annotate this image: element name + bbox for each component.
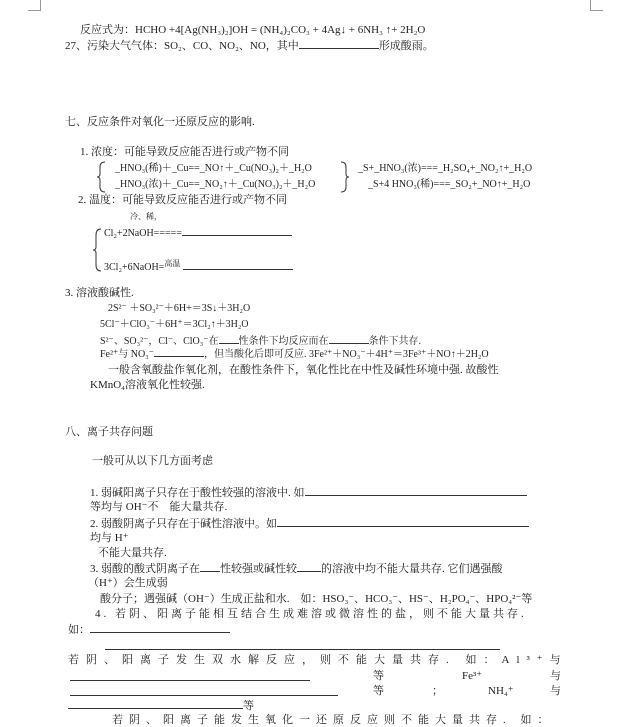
text: 等 bbox=[373, 670, 384, 682]
text: 条件下共存. bbox=[368, 336, 422, 347]
intro: 一般可从以下几方面考虑 bbox=[92, 455, 213, 467]
point-5-end bbox=[68, 698, 254, 713]
blank[interactable] bbox=[200, 561, 220, 572]
text: 1. 弱碱阳离子只存在于酸性较强的溶液中. 如 bbox=[90, 487, 305, 499]
text: 与 bbox=[550, 685, 561, 697]
acidity-heading: 3. 溶液酸碱性. bbox=[65, 287, 134, 299]
text: S²⁻、SO₃²⁻，Cl⁻、ClO₃⁻在 bbox=[100, 336, 219, 347]
reaction-equation: 反应式为：HCHO +4[Ag(NH₃)₂]OH = (NH₄)₂CO₃ + 4Ag↓ + 6NH₃ ↑+ 2H₂O bbox=[80, 24, 426, 36]
statement bbox=[100, 348, 489, 362]
condition-label: 冷、稀， bbox=[130, 212, 162, 221]
condition-label: 高温 bbox=[164, 259, 181, 268]
equation: _S+4 HNO₃(稀)===_SO₂+_NO↑+_H₂O bbox=[368, 179, 531, 190]
blank[interactable] bbox=[68, 698, 243, 709]
text: 3. 弱酸的酸式阴离子在 bbox=[90, 563, 200, 575]
text: 性较强或碱性较 bbox=[220, 563, 297, 575]
text: Fe³⁺ bbox=[462, 670, 483, 682]
text: Cl₂+2NaOH===== bbox=[104, 228, 182, 239]
text: 形成酸雨。 bbox=[378, 40, 434, 52]
blank[interactable] bbox=[297, 561, 321, 572]
point-2-cont: 不能大量共存. bbox=[98, 547, 167, 559]
equation: 2S²⁻ ＋SO₃²⁻＋6H+＝3S↓＋3H₂O bbox=[108, 303, 251, 314]
point-3-cont: （H⁺）会生成弱 bbox=[88, 577, 168, 589]
left-brace bbox=[96, 161, 106, 193]
text: 3Cl₂+6NaOH= bbox=[104, 262, 165, 273]
blank[interactable] bbox=[329, 333, 369, 344]
margin-corner-mark bbox=[590, 0, 603, 11]
equation bbox=[104, 257, 293, 275]
point-1 bbox=[90, 485, 527, 500]
text: NH₄⁺ bbox=[488, 685, 514, 697]
equation: _HNO₃(稀)＋_Cu==_NO↑＋_Cu(NO₃)₂＋_H₂O bbox=[115, 163, 312, 174]
blank[interactable] bbox=[105, 649, 500, 650]
margin-corner-mark bbox=[28, 0, 41, 11]
blank[interactable] bbox=[70, 680, 310, 681]
text: 如： bbox=[68, 624, 90, 636]
text: ，但当酸化后即可反应. 3Fe²⁺＋NO₃⁻＋4H⁺＝3Fe³⁺＋NO↑＋2H₂O bbox=[203, 349, 489, 360]
point-6: 若阴、阳离子能发生氧化一还原反应则不能大量共存. 如： bbox=[112, 714, 555, 726]
blank[interactable] bbox=[70, 695, 338, 696]
question-27 bbox=[65, 38, 434, 53]
point-4-cont bbox=[68, 622, 230, 637]
concentration-heading: 1. 浓度：可能导致反应能否进行或产物不同 bbox=[80, 146, 289, 158]
section-7-heading: 七、反应条件对氧化一还原反应的影响. bbox=[65, 116, 255, 128]
point-4: 4. 若阴、阳离子能相互结合生成难溶或微溶性的盐，则不能大量共存. bbox=[95, 608, 527, 620]
text: 27、污染大气气体：SO₂、CO、NO₂、NO，其中 bbox=[65, 40, 299, 52]
blank[interactable] bbox=[182, 225, 292, 236]
blank[interactable] bbox=[154, 351, 204, 357]
equation: _HNO₃(浓)＋_Cu==_NO₂↑＋_Cu(NO₃)₂＋_H₂O bbox=[115, 179, 316, 190]
text: ； bbox=[432, 685, 443, 697]
text: 的溶液中均不能大量共存. 它们遇强酸 bbox=[321, 563, 503, 575]
text: 等 bbox=[373, 685, 384, 697]
section-8-heading: 八、离子共存问题 bbox=[65, 426, 153, 438]
statement: KMnO₄溶液氧化性较强. bbox=[90, 379, 205, 391]
point-3-cont: 酸分子；遇强碱（OH⁻）生成正盐和水. 如：HSO₃⁻、HCO₃⁻、HS⁻、H₂PO₄⁻、HPO₄²⁻等 bbox=[100, 593, 533, 605]
temperature-heading: 2. 温度：可能导致反应能否进行或产物不同 bbox=[78, 194, 287, 206]
point-2 bbox=[90, 516, 529, 531]
point-1-cont: 等均与 OH⁻不 能大量共存. bbox=[90, 501, 228, 513]
statement bbox=[100, 333, 421, 349]
equation: 5Cl⁻＋ClO₃⁻＋6H⁺＝3Cl₂↑＋3H₂O bbox=[100, 319, 249, 330]
text: 等 bbox=[243, 700, 254, 712]
equation: _S+_HNO₃(浓)===_H₂SO₄+_NO₂↑+_H₂O bbox=[358, 163, 533, 174]
blank[interactable] bbox=[183, 259, 293, 270]
point-3 bbox=[90, 561, 503, 576]
text: 与 bbox=[550, 670, 561, 682]
left-brace bbox=[92, 228, 102, 272]
text: 2. 弱酸阴离子只存在于碱性溶液中。如 bbox=[90, 518, 277, 530]
point-2-cont: 均与 H⁺ bbox=[90, 532, 129, 544]
statement: 一般含氧酸盐作氧化剂，在酸性条件下，氧化性比在中性及碱性环境中强. 故酸性 bbox=[108, 364, 499, 376]
text: Fe²⁺与 NO₃⁻ bbox=[100, 349, 154, 360]
right-brace bbox=[340, 161, 350, 193]
blank[interactable] bbox=[90, 622, 230, 633]
blank[interactable] bbox=[299, 38, 379, 49]
blank[interactable] bbox=[219, 333, 239, 344]
equation bbox=[104, 225, 292, 241]
blank[interactable] bbox=[305, 485, 527, 496]
point-5: 若阴、阳离子发生双水解反应，则不能大量共存. 如：Al³⁺与 bbox=[68, 654, 568, 666]
blank[interactable] bbox=[277, 516, 529, 527]
text: 性条件下均反应而在 bbox=[238, 336, 329, 347]
